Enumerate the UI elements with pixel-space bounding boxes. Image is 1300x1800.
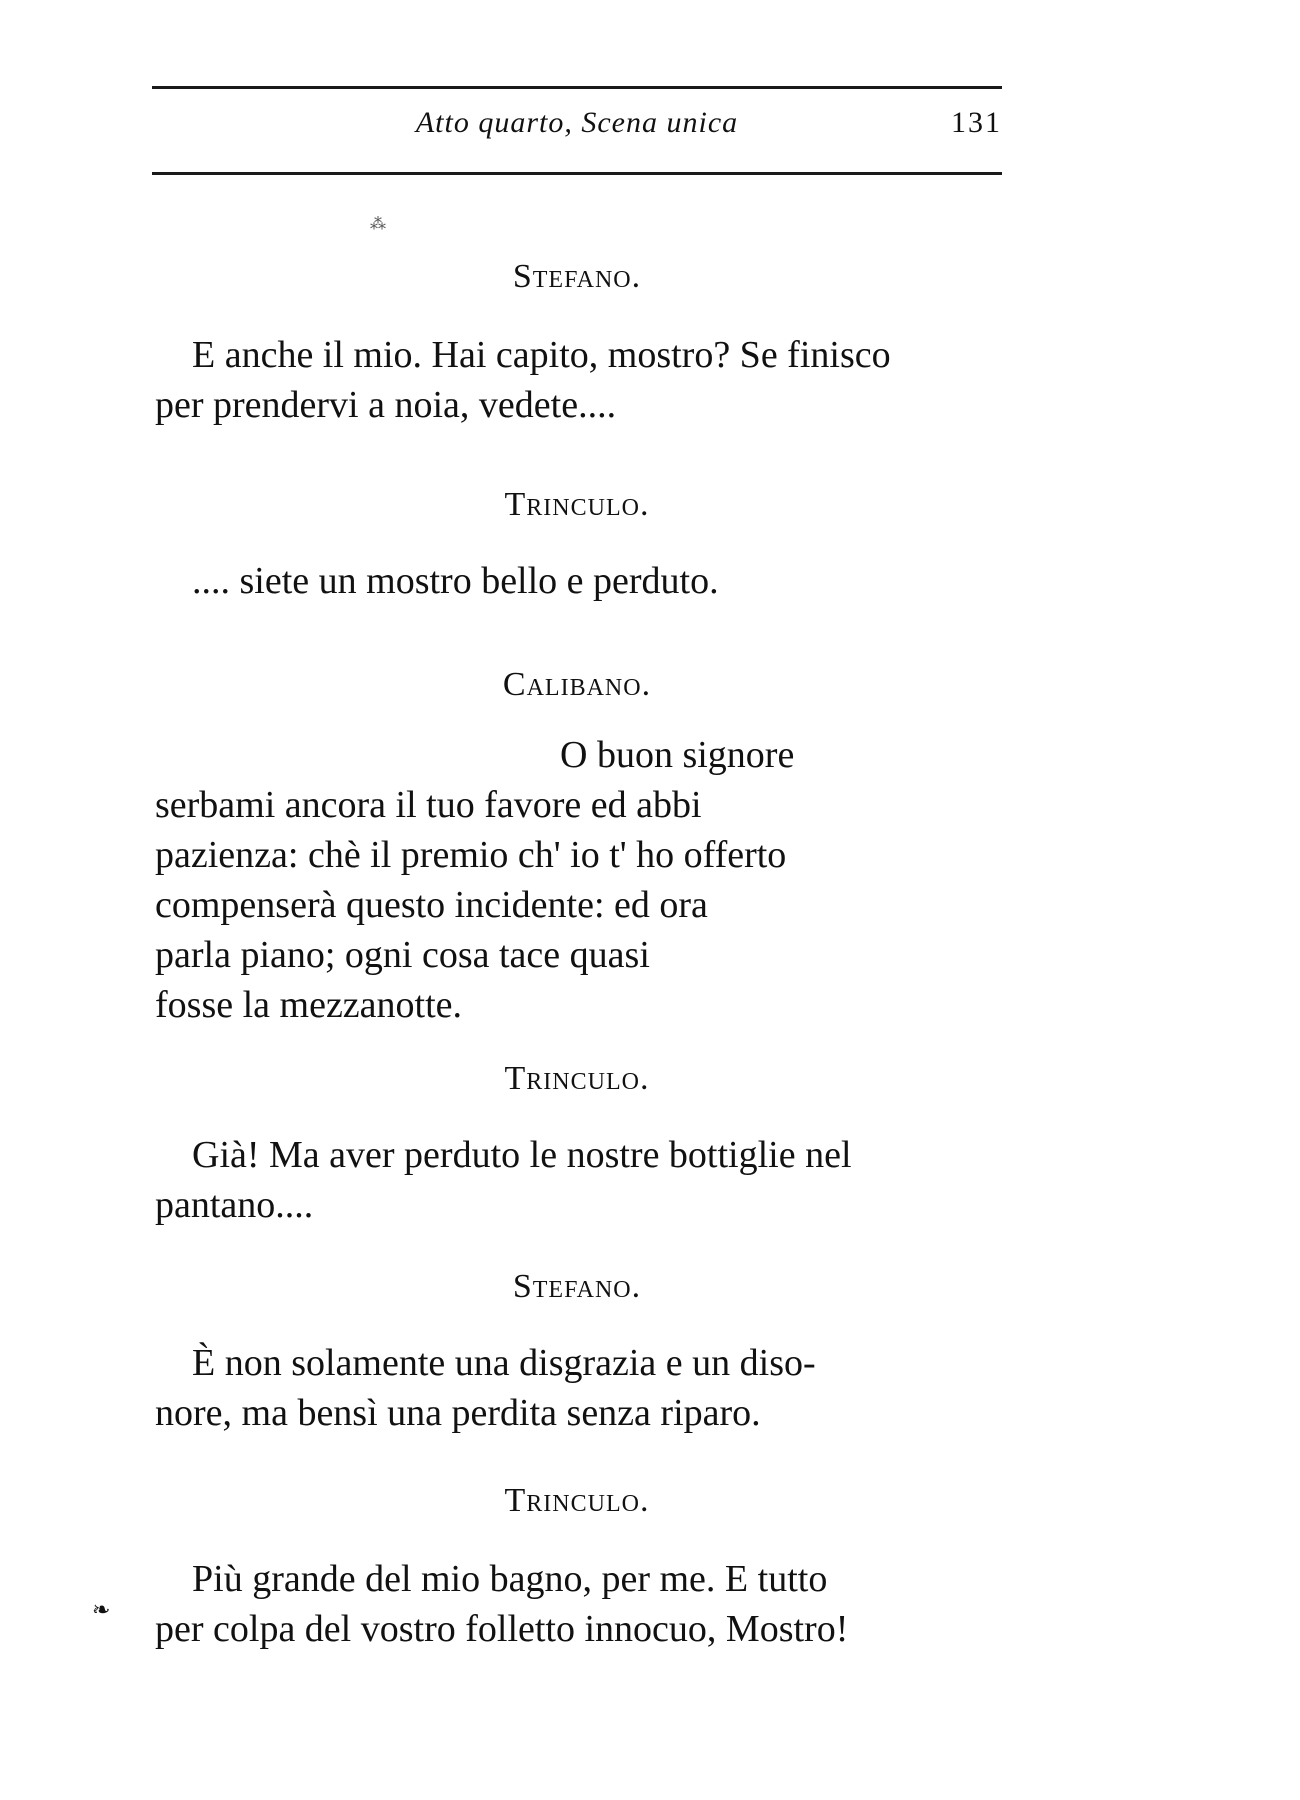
- speech-text: [155, 556, 1010, 606]
- speech-line: È non solamente una disgrazia e un diso-: [192, 1342, 816, 1384]
- printer-ornament-icon: ⁂: [370, 216, 386, 233]
- speech-line: Più grande del mio bagno, per me. E tutto: [192, 1558, 828, 1600]
- speech-text: [155, 1130, 1010, 1230]
- speech-line: .... siete un mostro bello e perduto.: [192, 560, 719, 602]
- speaker-name: Calibano.: [502, 666, 652, 703]
- running-title: Atto quarto, Scena unica: [415, 106, 739, 139]
- verse-line: compenserà questo incidente: ed ora: [155, 884, 708, 926]
- speech-line: pantano....: [155, 1184, 314, 1226]
- speech-text: [155, 330, 1010, 430]
- verse-line: serbami ancora il tuo favore ed abbi: [155, 784, 702, 826]
- speaker-name: Trinculo.: [504, 1060, 650, 1097]
- running-head: [152, 106, 1002, 156]
- speech-line: Già! Ma aver perduto le nostre bottiglie nel: [192, 1134, 852, 1176]
- speaker-name: Stefano.: [512, 1268, 642, 1305]
- verse-line: pazienza: chè il premio ch' io t' ho offerto: [155, 834, 787, 876]
- verse-line: O buon signore: [560, 734, 795, 776]
- speech-text: [155, 1338, 1010, 1438]
- speaker-name: Trinculo.: [504, 486, 650, 523]
- verse-text: [155, 730, 1010, 1030]
- verse-line: fosse la mezzanotte.: [155, 984, 463, 1026]
- header-rule-bottom: [152, 172, 1002, 175]
- speech-line: per colpa del vostro folletto innocuo, Mostro!: [155, 1608, 849, 1650]
- page-number: 131: [951, 106, 1002, 139]
- speech-text: [155, 1554, 1010, 1654]
- verse-line: parla piano; ogni cosa tace quasi: [155, 934, 650, 976]
- header-rule-top: [152, 86, 1002, 89]
- margin-mark-icon: ❧: [92, 1597, 111, 1622]
- speaker-name: Stefano.: [512, 258, 642, 295]
- speech-line: per prendervi a noia, vedete....: [155, 384, 617, 426]
- speaker-name: Trinculo.: [504, 1482, 650, 1519]
- speech-line: E anche il mio. Hai capito, mostro? Se finisco: [192, 334, 891, 376]
- speech-line: nore, ma bensì una perdita senza riparo.: [155, 1392, 761, 1434]
